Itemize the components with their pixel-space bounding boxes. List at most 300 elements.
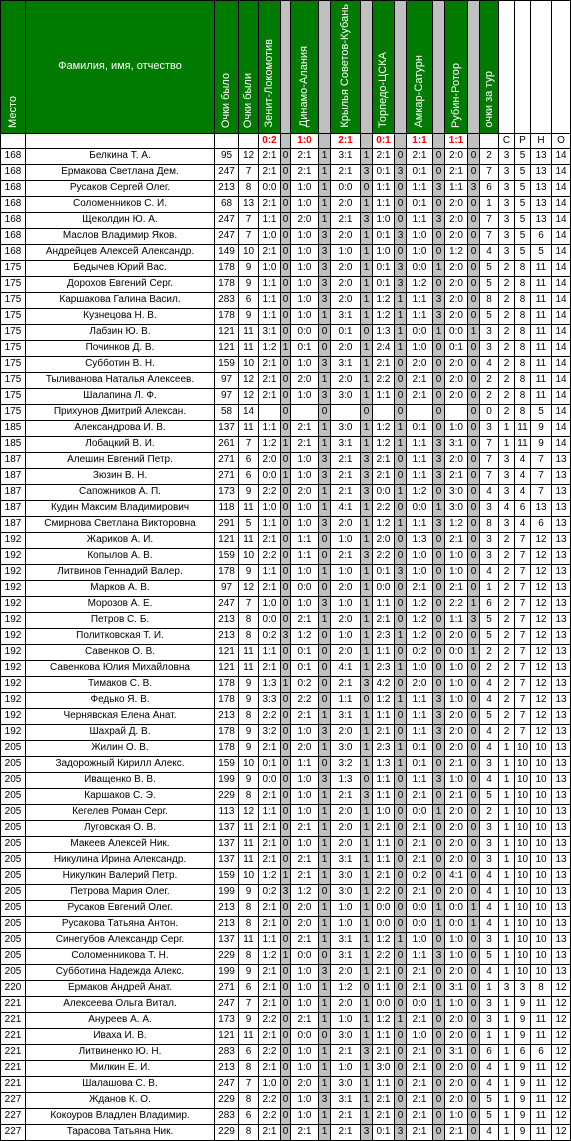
prev-score-header: Очки были <box>239 1 259 134</box>
prev-score-cell: 11 <box>239 932 259 948</box>
total-cell: 13 <box>552 916 571 932</box>
total-cell: 14 <box>552 260 571 276</box>
table-row <box>1 1092 571 1108</box>
prediction-cell: 2:1 <box>259 964 281 980</box>
table-row <box>1 452 571 468</box>
name-cell: Кегелев Роман Серг. <box>26 804 215 820</box>
prediction-cell: 3:1 <box>331 436 361 452</box>
table-row <box>1 820 571 836</box>
prediction-cell: 2:0 <box>445 196 468 212</box>
points-cell: 1 <box>319 212 331 228</box>
points-cell: 1 <box>361 260 373 276</box>
points-cell: 1 <box>433 324 445 340</box>
points-cell: 0 <box>468 404 480 420</box>
prediction-cell: 2:1 <box>259 996 281 1012</box>
losses-cell: 11 <box>531 996 552 1012</box>
total-cell: 14 <box>552 228 571 244</box>
points-cell: 1 <box>361 228 373 244</box>
table-row <box>1 1108 571 1124</box>
points-cell: 1 <box>319 484 331 500</box>
points-cell: 3 <box>433 180 445 196</box>
legend-header <box>531 1 552 134</box>
table-row <box>1 596 571 612</box>
points-cell: 0 <box>281 180 291 196</box>
points-cell: 1 <box>319 180 331 196</box>
points-cell: 0 <box>468 388 480 404</box>
losses-cell: 10 <box>531 916 552 932</box>
draws-cell: 7 <box>515 692 531 708</box>
round-points-cell: 3 <box>480 932 499 948</box>
prediction-cell: 1:2 <box>373 932 395 948</box>
points-cell: 0 <box>468 164 480 180</box>
prev-points-cell: 97 <box>215 388 239 404</box>
points-cell: 0 <box>468 260 480 276</box>
wins-cell: 2 <box>499 260 515 276</box>
losses-cell: 12 <box>531 708 552 724</box>
points-cell: 1 <box>433 260 445 276</box>
points-cell: 0 <box>433 532 445 548</box>
draws-cell: 10 <box>515 964 531 980</box>
prev-score-cell: 11 <box>239 660 259 676</box>
points-cell: 0 <box>281 1124 291 1140</box>
prediction-cell: 3:1 <box>331 148 361 164</box>
prediction-cell: 1:1 <box>259 516 281 532</box>
points-cell: 0 <box>468 1060 480 1076</box>
prev-points-cell: 159 <box>215 548 239 564</box>
points-cell: 1 <box>361 580 373 596</box>
total-cell: 14 <box>552 148 571 164</box>
prediction-cell: 3:2 <box>259 724 281 740</box>
prediction-cell: 2:0 <box>331 292 361 308</box>
prediction-cell: 3:0 <box>445 484 468 500</box>
prediction-cell: 2:0 <box>445 836 468 852</box>
prediction-cell: 2:2 <box>291 692 319 708</box>
points-cell: 3 <box>319 260 331 276</box>
prediction-cell: 2:2 <box>373 548 395 564</box>
points-cell: 0 <box>281 980 291 996</box>
points-cell: 0 <box>395 900 407 916</box>
place-cell: 192 <box>1 532 26 548</box>
points-cell: 3 <box>395 1124 407 1140</box>
name-cell: Тарасова Татьяна Ник. <box>26 1124 215 1140</box>
points-cell: 0 <box>395 212 407 228</box>
prediction-cell: 1:0 <box>331 244 361 260</box>
name-cell: Лобацкий В. И. <box>26 436 215 452</box>
points-cell: 1 <box>361 1060 373 1076</box>
prediction-cell: 1:0 <box>445 676 468 692</box>
prediction-cell: 4:1 <box>331 660 361 676</box>
round-points-cell: 4 <box>480 884 499 900</box>
prediction-cell: 2:1 <box>445 1124 468 1140</box>
losses-cell: 10 <box>531 948 552 964</box>
empty-cell <box>239 133 259 148</box>
name-cell: Зюзин В. Н. <box>26 468 215 484</box>
prediction-cell: 2:2 <box>259 1092 281 1108</box>
prediction-cell: 1:1 <box>259 292 281 308</box>
prediction-cell: 2:0 <box>331 612 361 628</box>
prediction-cell: 0:0 <box>291 324 319 340</box>
prediction-cell: 1:0 <box>291 724 319 740</box>
losses-cell: 7 <box>531 484 552 500</box>
separator-cell <box>468 133 480 148</box>
prediction-cell: 1:0 <box>291 292 319 308</box>
points-cell: 3 <box>361 788 373 804</box>
legend-label: Р <box>515 133 531 148</box>
name-cell: Морозов А. Е. <box>26 596 215 612</box>
prev-score-cell: 8 <box>239 916 259 932</box>
wins-cell: 2 <box>499 644 515 660</box>
draws-cell: 7 <box>515 548 531 564</box>
prev-score-cell: 8 <box>239 180 259 196</box>
points-cell: 0 <box>468 276 480 292</box>
prev-points-cell: 159 <box>215 868 239 884</box>
name-cell: Алешин Евгений Петр. <box>26 452 215 468</box>
prediction-cell: 2:1 <box>331 788 361 804</box>
points-cell: 1 <box>319 308 331 324</box>
points-cell: 3 <box>361 164 373 180</box>
draws-cell: 10 <box>515 852 531 868</box>
losses-cell: 9 <box>531 436 552 452</box>
prev-score-cell: 10 <box>239 756 259 772</box>
points-cell: 3 <box>433 772 445 788</box>
prediction-cell: 2:0 <box>291 484 319 500</box>
prediction-cell: 2:0 <box>445 1076 468 1092</box>
prediction-cell: 1:1 <box>445 612 468 628</box>
table-row <box>1 916 571 932</box>
points-cell: 1 <box>395 660 407 676</box>
prev-points-header: Очки было <box>215 1 239 134</box>
wins-cell: 3 <box>499 196 515 212</box>
prediction-cell: 0:1 <box>291 644 319 660</box>
points-cell: 1 <box>361 964 373 980</box>
place-cell: 168 <box>1 196 26 212</box>
draws-cell: 7 <box>515 660 531 676</box>
place-cell: 205 <box>1 804 26 820</box>
points-cell: 3 <box>319 228 331 244</box>
round-points-cell: 4 <box>480 724 499 740</box>
wins-cell: 2 <box>499 388 515 404</box>
points-cell: 1 <box>395 420 407 436</box>
total-cell: 12 <box>552 1124 571 1140</box>
prediction-cell: 2:0 <box>445 388 468 404</box>
prediction-cell: 1:1 <box>259 420 281 436</box>
prev-points-cell: 213 <box>215 900 239 916</box>
losses-cell: 10 <box>531 836 552 852</box>
wins-cell: 1 <box>499 836 515 852</box>
points-cell: 1 <box>361 148 373 164</box>
table-row <box>1 212 571 228</box>
name-cell: Каршакова Галина Васил. <box>26 292 215 308</box>
total-cell: 13 <box>552 484 571 500</box>
prediction-cell: 1:2 <box>373 420 395 436</box>
name-cell: Синегубов Александр Серг. <box>26 932 215 948</box>
points-cell: 1 <box>361 756 373 772</box>
points-cell: 3 <box>319 292 331 308</box>
points-cell: 1 <box>395 484 407 500</box>
prediction-cell: 1:0 <box>407 564 433 580</box>
prediction-cell: 2:1 <box>331 164 361 180</box>
wins-cell: 2 <box>499 724 515 740</box>
wins-cell: 3 <box>499 212 515 228</box>
name-cell: Шахрай Д. В. <box>26 724 215 740</box>
prediction-cell: 2:2 <box>445 596 468 612</box>
prev-score-cell: 8 <box>239 900 259 916</box>
draws-cell: 10 <box>515 772 531 788</box>
prediction-cell: 1:0 <box>259 228 281 244</box>
total-cell: 14 <box>552 388 571 404</box>
total-cell: 14 <box>552 340 571 356</box>
points-cell: 0 <box>395 468 407 484</box>
prediction-cell: 0:1 <box>259 756 281 772</box>
prediction-cell: 0:2 <box>291 676 319 692</box>
prev-score-cell: 10 <box>239 868 259 884</box>
wins-cell: 2 <box>499 404 515 420</box>
prediction-cell: 1:0 <box>291 836 319 852</box>
prediction-cell: 2:2 <box>259 1108 281 1124</box>
prediction-cell: 2:1 <box>407 980 433 996</box>
prediction-cell: 0:1 <box>291 660 319 676</box>
total-cell: 13 <box>552 516 571 532</box>
standings-body <box>1 148 571 1140</box>
points-cell: 1 <box>319 1124 331 1140</box>
points-cell: 1 <box>361 644 373 660</box>
points-cell: 0 <box>395 1060 407 1076</box>
prediction-cell: 2:0 <box>259 452 281 468</box>
points-cell: 0 <box>395 500 407 516</box>
prev-points-cell: 247 <box>215 996 239 1012</box>
round-points-cell: 4 <box>480 900 499 916</box>
points-cell: 0 <box>468 980 480 996</box>
prev-score-cell: 9 <box>239 260 259 276</box>
points-cell: 3 <box>319 724 331 740</box>
round-points-cell: 3 <box>480 996 499 1012</box>
points-cell: 1 <box>361 804 373 820</box>
prev-points-cell: 213 <box>215 180 239 196</box>
table-row <box>1 1044 571 1060</box>
points-cell: 0 <box>281 724 291 740</box>
prediction-cell: 2:1 <box>291 420 319 436</box>
points-cell: 1 <box>281 676 291 692</box>
prev-score-cell: 8 <box>239 1060 259 1076</box>
name-cell: Соломенников С. И. <box>26 196 215 212</box>
points-cell: 0 <box>395 788 407 804</box>
wins-cell: 2 <box>499 708 515 724</box>
table-row <box>1 164 571 180</box>
prediction-cell: 1:0 <box>291 388 319 404</box>
table-row <box>1 900 571 916</box>
round-points-cell: 3 <box>480 420 499 436</box>
prediction-cell: 1:0 <box>331 564 361 580</box>
place-cell: 175 <box>1 260 26 276</box>
prev-score-cell: 8 <box>239 948 259 964</box>
points-cell: 0 <box>433 404 445 420</box>
points-cell: 1 <box>319 1012 331 1028</box>
prediction-cell: 2:0 <box>445 372 468 388</box>
points-cell: 1 <box>361 900 373 916</box>
points-cell: 3 <box>433 308 445 324</box>
prediction-cell: 3:3 <box>259 692 281 708</box>
prediction-cell: 1:0 <box>373 212 395 228</box>
points-cell: 0 <box>468 452 480 468</box>
name-cell: Литвиненко Ю. Н. <box>26 1044 215 1060</box>
losses-cell: 12 <box>531 676 552 692</box>
prediction-cell: 2:1 <box>259 836 281 852</box>
points-cell: 1 <box>319 164 331 180</box>
draws-cell: 7 <box>515 676 531 692</box>
table-row <box>1 884 571 900</box>
wins-cell: 1 <box>499 1076 515 1092</box>
prediction-cell: 2:1 <box>407 1092 433 1108</box>
prev-score-cell: 6 <box>239 292 259 308</box>
prediction-cell: 1:1 <box>445 180 468 196</box>
prediction-cell: 1:0 <box>291 452 319 468</box>
round-points-cell: 3 <box>480 324 499 340</box>
total-cell: 13 <box>552 628 571 644</box>
wins-cell: 3 <box>499 180 515 196</box>
prediction-cell: 1:1 <box>373 788 395 804</box>
points-cell: 0 <box>395 836 407 852</box>
points-cell: 0 <box>433 932 445 948</box>
total-cell: 13 <box>552 900 571 916</box>
prediction-cell: 1:2 <box>259 948 281 964</box>
name-cell: Чернявская Елена Анат. <box>26 708 215 724</box>
name-cell: Федько Я. В. <box>26 692 215 708</box>
prediction-cell: 1:1 <box>259 276 281 292</box>
total-cell: 14 <box>552 164 571 180</box>
prediction-cell: 2:1 <box>259 1028 281 1044</box>
prev-score-cell: 9 <box>239 564 259 580</box>
prediction-cell: 1:3 <box>373 756 395 772</box>
prev-score-cell: 9 <box>239 772 259 788</box>
prediction-cell: 2:1 <box>291 852 319 868</box>
separator-cell <box>433 133 445 148</box>
points-cell: 3 <box>319 452 331 468</box>
prev-score-cell: 6 <box>239 980 259 996</box>
prediction-cell: 2:1 <box>331 484 361 500</box>
draws-cell: 5 <box>515 196 531 212</box>
place-cell: 192 <box>1 724 26 740</box>
round-points-cell: 5 <box>480 1092 499 1108</box>
prediction-cell: 2:1 <box>445 532 468 548</box>
points-cell: 1 <box>319 868 331 884</box>
prediction-cell: 2:0 <box>445 292 468 308</box>
round-points-cell: 5 <box>480 260 499 276</box>
points-cell: 1 <box>395 340 407 356</box>
place-cell: 205 <box>1 772 26 788</box>
points-cell: 0 <box>281 516 291 532</box>
points-cell: 3 <box>468 180 480 196</box>
prev-points-cell: 137 <box>215 836 239 852</box>
separator-cell <box>281 133 291 148</box>
prediction-cell: 2:1 <box>445 164 468 180</box>
prediction-cell: 2:0 <box>445 724 468 740</box>
points-cell: 0 <box>319 324 331 340</box>
legend-header <box>552 1 571 134</box>
points-cell: 0 <box>395 804 407 820</box>
table-row <box>1 612 571 628</box>
prev-score-cell: 9 <box>239 676 259 692</box>
points-cell: 0 <box>468 676 480 692</box>
prediction-cell: 0:0 <box>259 612 281 628</box>
points-cell: 1 <box>281 468 291 484</box>
draws-cell: 3 <box>515 980 531 996</box>
prev-points-cell: 121 <box>215 644 239 660</box>
prediction-cell: 1:0 <box>331 900 361 916</box>
prediction-cell: 2:1 <box>331 676 361 692</box>
points-cell: 0 <box>433 420 445 436</box>
points-cell: 1 <box>319 820 331 836</box>
table-row <box>1 308 571 324</box>
wins-cell: 4 <box>499 500 515 516</box>
points-cell: 0 <box>468 292 480 308</box>
prediction-cell: 1:0 <box>407 340 433 356</box>
points-cell: 0 <box>281 532 291 548</box>
total-cell: 13 <box>552 596 571 612</box>
legend-label: Н <box>531 133 552 148</box>
prediction-cell: 2:2 <box>373 372 395 388</box>
place-cell: 168 <box>1 244 26 260</box>
prev-points-cell: 121 <box>215 532 239 548</box>
table-row <box>1 740 571 756</box>
place-cell: 221 <box>1 1012 26 1028</box>
prediction-cell: 3:2 <box>331 756 361 772</box>
prediction-cell: 1:2 <box>407 628 433 644</box>
points-cell: 0 <box>395 676 407 692</box>
prediction-cell: 3:1 <box>331 308 361 324</box>
points-cell: 0 <box>468 804 480 820</box>
losses-cell: 12 <box>531 580 552 596</box>
place-cell: 221 <box>1 1044 26 1060</box>
prediction-cell: 1:2 <box>407 612 433 628</box>
prediction-cell: 0:0 <box>291 948 319 964</box>
name-cell: Кокоуров Владлен Владимир. <box>26 1108 215 1124</box>
points-cell: 1 <box>361 292 373 308</box>
match-header-2: Динамо-Алания <box>291 1 319 134</box>
draws-cell: 7 <box>515 612 531 628</box>
place-cell: 205 <box>1 788 26 804</box>
prediction-cell: 0:2 <box>407 868 433 884</box>
draws-cell: 9 <box>515 1092 531 1108</box>
prediction-cell: 2:0 <box>331 724 361 740</box>
prev-score-cell: 7 <box>239 1076 259 1092</box>
prev-score-cell: 13 <box>239 196 259 212</box>
prediction-cell: 2:1 <box>259 900 281 916</box>
points-cell: 0 <box>468 820 480 836</box>
points-cell: 1 <box>395 932 407 948</box>
place-cell: 192 <box>1 676 26 692</box>
draws-cell: 10 <box>515 932 531 948</box>
points-cell: 1 <box>281 340 291 356</box>
prediction-cell: 1:0 <box>331 596 361 612</box>
place-cell: 205 <box>1 932 26 948</box>
points-cell: 0 <box>281 932 291 948</box>
prediction-cell: 1:0 <box>373 244 395 260</box>
name-cell: Никулкин Валерий Петр. <box>26 868 215 884</box>
place-cell: 185 <box>1 436 26 452</box>
points-cell: 0 <box>281 964 291 980</box>
losses-cell: 11 <box>531 372 552 388</box>
place-cell: 175 <box>1 372 26 388</box>
points-cell: 1 <box>361 564 373 580</box>
points-cell: 3 <box>319 388 331 404</box>
points-cell: 0 <box>395 708 407 724</box>
points-cell: 3 <box>319 516 331 532</box>
prediction-cell: 1:1 <box>373 772 395 788</box>
name-cell: Жариков А. И. <box>26 532 215 548</box>
prediction-cell: 1:0 <box>291 996 319 1012</box>
prev-points-cell: 247 <box>215 212 239 228</box>
round-points-cell: 2 <box>480 660 499 676</box>
